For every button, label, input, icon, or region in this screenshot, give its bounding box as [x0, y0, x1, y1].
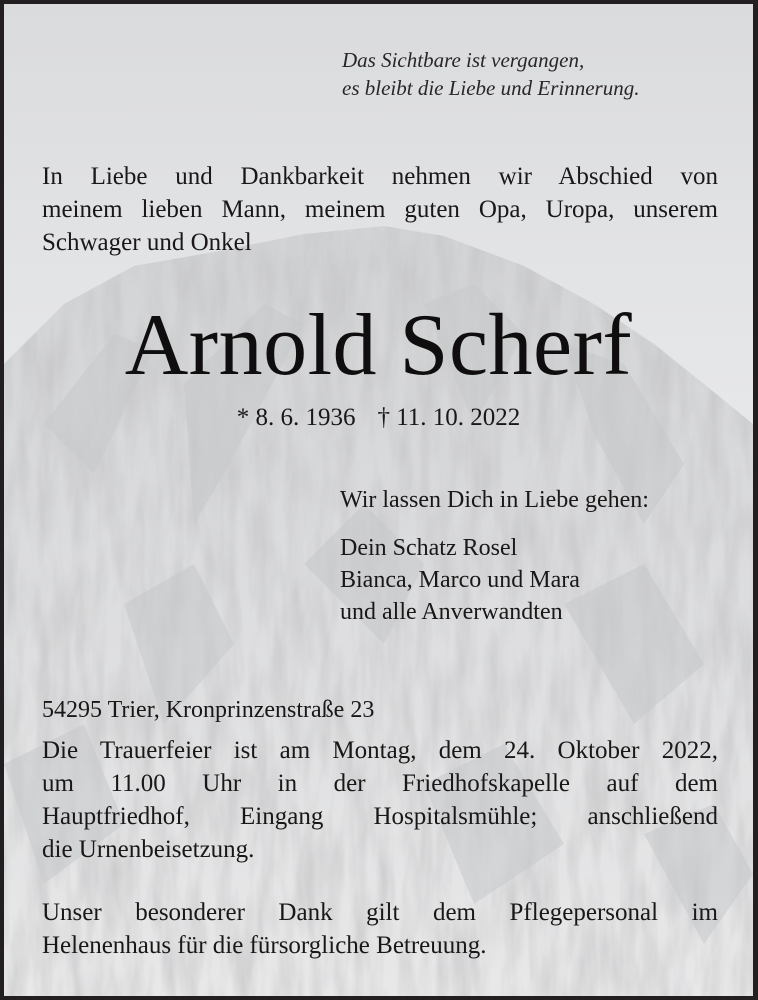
- motto-quote: [342, 46, 639, 102]
- death-date: † 11. 10. 2022: [377, 404, 521, 431]
- intro-line: meinem lieben Mann, meinem guten Opa, Uropa, unserem: [42, 196, 718, 223]
- birth-date: * 8. 6. 1936: [236, 404, 356, 431]
- intro-paragraph: [42, 160, 718, 259]
- intro-line: Schwager und Onkel: [42, 229, 252, 256]
- address: 54295 Trier, Kronprinzenstraße 23: [42, 697, 375, 723]
- service-line: um 11.00 Uhr in der Friedhofskapelle auf dem: [42, 770, 718, 797]
- service-details: [42, 734, 718, 866]
- mourner: Bianca, Marco und Mara: [340, 567, 580, 593]
- obituary-notice: [4, 4, 753, 996]
- thanks-paragraph: [42, 896, 718, 962]
- motto-line: es bleibt die Liebe und Erinnerung.: [342, 76, 640, 100]
- motto-line: Das Sichtbare ist vergangen,: [342, 48, 585, 72]
- deceased-name: Arnold Scherf: [124, 297, 633, 394]
- thanks-line: Unser besonderer Dank gilt dem Pflegepersonal im: [42, 899, 718, 926]
- mourners-list: [340, 532, 580, 628]
- service-line: die Urnenbeisetzung.: [42, 836, 255, 863]
- thanks-line: Helenenhaus für die fürsorgliche Betreuung.: [42, 932, 487, 959]
- intro-line: In Liebe und Dankbarkeit nehmen wir Abschied von: [42, 163, 718, 190]
- life-dates: [4, 402, 753, 434]
- service-line: Hauptfriedhof, Eingang Hospitalsmühle; anschließend: [42, 803, 718, 830]
- mourner: und alle Anverwandten: [340, 599, 563, 625]
- farewell-line: Wir lassen Dich in Liebe gehen:: [340, 487, 649, 513]
- service-line: Die Trauerfeier ist am Montag, dem 24. Oktober 2022,: [42, 737, 718, 764]
- mourner: Dein Schatz Rosel: [340, 535, 518, 561]
